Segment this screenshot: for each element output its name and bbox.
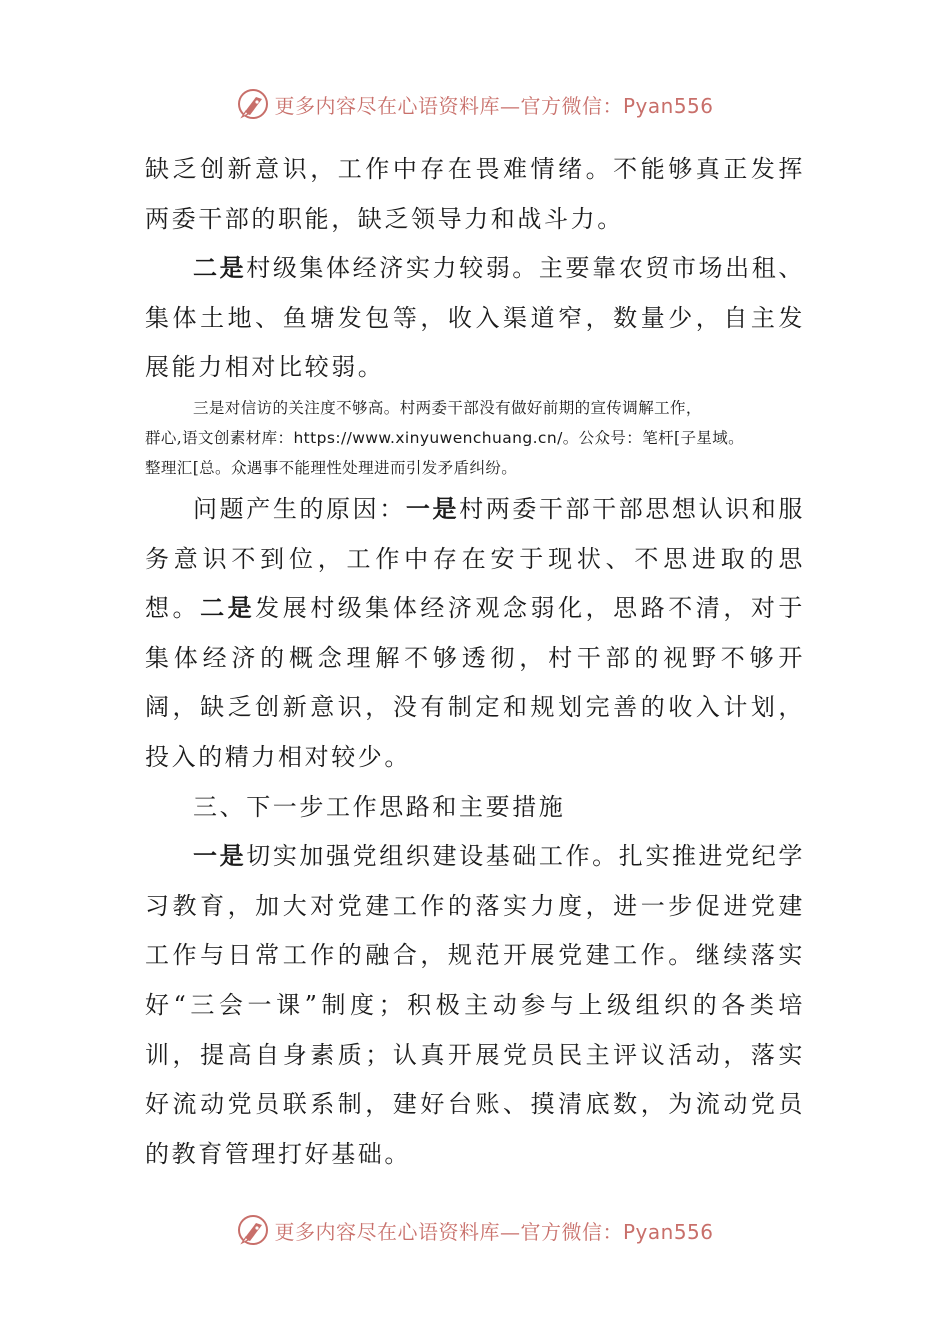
inserted-note-line2: 群心,语文创素材库：https://www.xinyuwenchuang.cn/。公众号：笔杆[子星域。 xyxy=(145,428,745,447)
lead-marker: 一是 xyxy=(193,842,247,871)
lead-marker: 二是 xyxy=(193,254,247,283)
inserted-note: 三是对信访的关注度不够高。村两委干部没有做好前期的宣传调解工作， xyxy=(193,398,702,417)
note-url: https://www.xinyuwenchuang.cn/ xyxy=(293,428,563,447)
banner-text: 更多内容尽在心语资料库—官方微信：Pyan556 xyxy=(274,93,714,118)
paragraph-causes: 问题产生的原因：一是村两委干部干部思想认识和服务意识不到位，工作中存在安于现状、不思进取的思想。二是发展村级集体经济观念弱化，思路不清，对于集体经济的概念理解不够透彻，村干部的视野不够开阔，缺乏创新意识，没有制定和规划完善的收入计划，投入的精力相对较少。 xyxy=(145,494,805,771)
paragraph-2: 二是村级集体经济实力较弱。主要靠农贸市场出租、集体土地、鱼塘发包等，收入渠道窄，数量少，自主发展能力相对比较弱。 xyxy=(145,254,805,382)
paragraph-measures: 一是切实加强党组织建设基础工作。扎实推进党纪学习教育，加大对党建工作的落实力度，进一步促进党建工作与日常工作的融合，规范开展党建工作。继续落实好“三会一课”制度；积极主动参与上级组织的各类培训，提高自身素质；认真开展党员民主评议活动，落实好流动党员联系制，建好台账、摸清底数，为流动党员的教育管理打好基础。 xyxy=(145,842,805,1168)
pen-nib-logo-icon xyxy=(236,1213,270,1247)
section-heading-3: 三、下一步工作思路和主要措施 xyxy=(193,792,566,821)
footer-banner xyxy=(0,1210,950,1250)
wechat-id: Pyan556 xyxy=(622,93,714,118)
document-body xyxy=(145,145,805,1179)
lead-marker: 一是 xyxy=(405,494,460,523)
pen-nib-logo-icon xyxy=(236,87,270,121)
banner-text: 更多内容尽在心语资料库—官方微信：Pyan556 xyxy=(274,1219,714,1244)
inserted-note-line3: 整理汇[总。众遇事不能理性处理进而引发矛盾纠纷。 xyxy=(145,458,518,477)
wechat-id: Pyan556 xyxy=(622,1219,714,1244)
header-banner xyxy=(0,84,950,124)
paragraph-1: 缺乏创新意识，工作中存在畏难情绪。不能够真正发挥两委干部的职能，缺乏领导力和战斗力。 xyxy=(145,155,805,233)
lead-marker: 二是 xyxy=(200,594,256,623)
